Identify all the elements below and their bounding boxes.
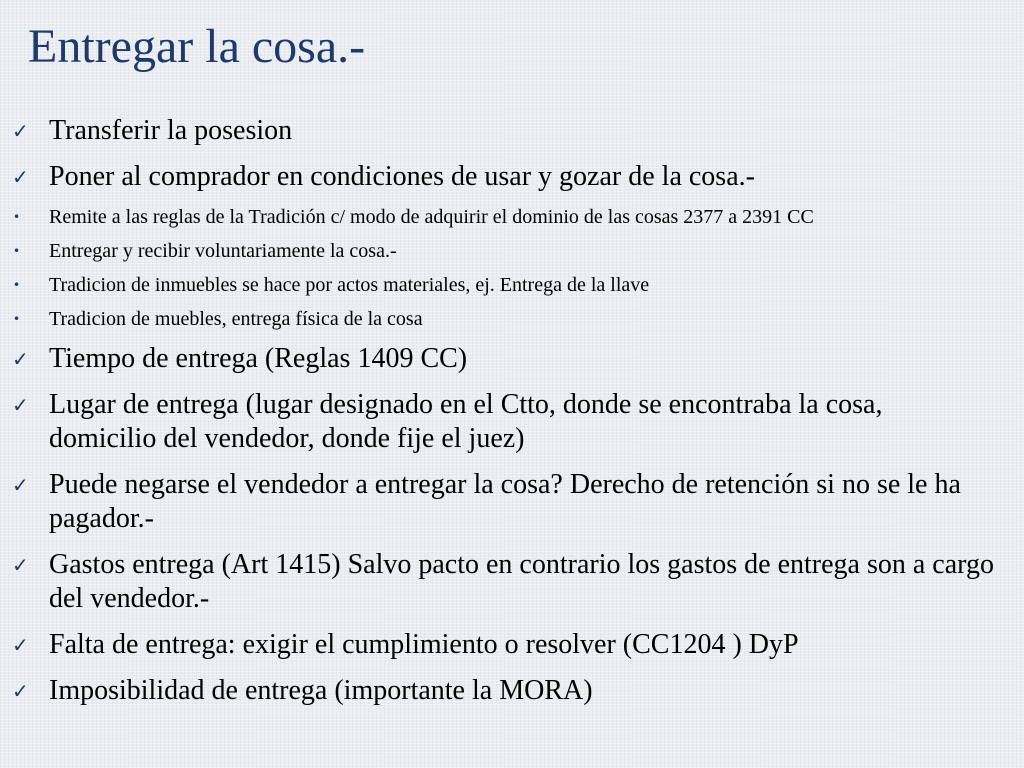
bullet-icon: •	[13, 312, 21, 326]
list-item	[0, 548, 1024, 616]
sub-list-item	[0, 240, 1024, 262]
check-icon: ✓	[12, 633, 29, 657]
list-item-text: Tradicion de muebles, entrega física de la cosa	[49, 308, 423, 330]
list-item-text: Puede negarse el vendedor a entregar la cosa? Derecho de retención si no se le ha pagador.-	[49, 469, 961, 534]
list-item-text: Imposibilidad de entrega (importante la MORA)	[49, 675, 593, 706]
list-item	[0, 114, 1024, 148]
bullet-icon: •	[13, 244, 21, 258]
list-item	[0, 468, 1024, 536]
check-icon: ✓	[12, 553, 29, 577]
check-icon: ✓	[12, 347, 29, 371]
check-icon: ✓	[12, 679, 29, 703]
bullet-icon: •	[13, 210, 21, 224]
list-item	[0, 674, 1024, 708]
list-item-text: Tiempo de entrega (Reglas 1409 CC)	[49, 343, 468, 374]
check-icon: ✓	[12, 393, 29, 417]
sub-list-item	[0, 206, 1024, 228]
list-item	[0, 628, 1024, 662]
list-item-text: Lugar de entrega (lugar designado en el Ctto, donde se encontraba la cosa, domicilio del vendedor, donde fije el juez)	[49, 389, 883, 454]
check-icon: ✓	[12, 165, 29, 189]
sub-list-item	[0, 308, 1024, 330]
slide-title: Entregar la cosa.-	[28, 20, 366, 73]
list-item-text: Falta de entrega: exigir el cumplimiento o resolver (CC1204 ) DyP	[49, 629, 799, 660]
list-item	[0, 342, 1024, 376]
check-icon: ✓	[12, 473, 29, 497]
list-item-text: Poner al comprador en condiciones de usar y gozar de la cosa.-	[49, 161, 755, 192]
list-item	[0, 388, 1024, 456]
list-item-text: Entregar y recibir voluntariamente la cosa.-	[49, 240, 397, 262]
bullet-icon: •	[13, 278, 21, 292]
list-item	[0, 160, 1024, 194]
list-item-text: Remite a las reglas de la Tradición c/ modo de adquirir el dominio de las cosas 2377 a 2391 CC	[49, 206, 814, 228]
list-item-text: Gastos entrega (Art 1415) Salvo pacto en contrario los gastos de entrega son a cargo del vendedor.-	[49, 549, 994, 614]
list-item-text: Tradicion de inmuebles se hace por actos materiales, ej. Entrega de la llave	[49, 274, 650, 296]
bullet-list	[0, 114, 1024, 708]
list-item-text: Transferir la posesion	[49, 115, 293, 146]
check-icon: ✓	[12, 119, 29, 143]
sub-list-item	[0, 274, 1024, 296]
